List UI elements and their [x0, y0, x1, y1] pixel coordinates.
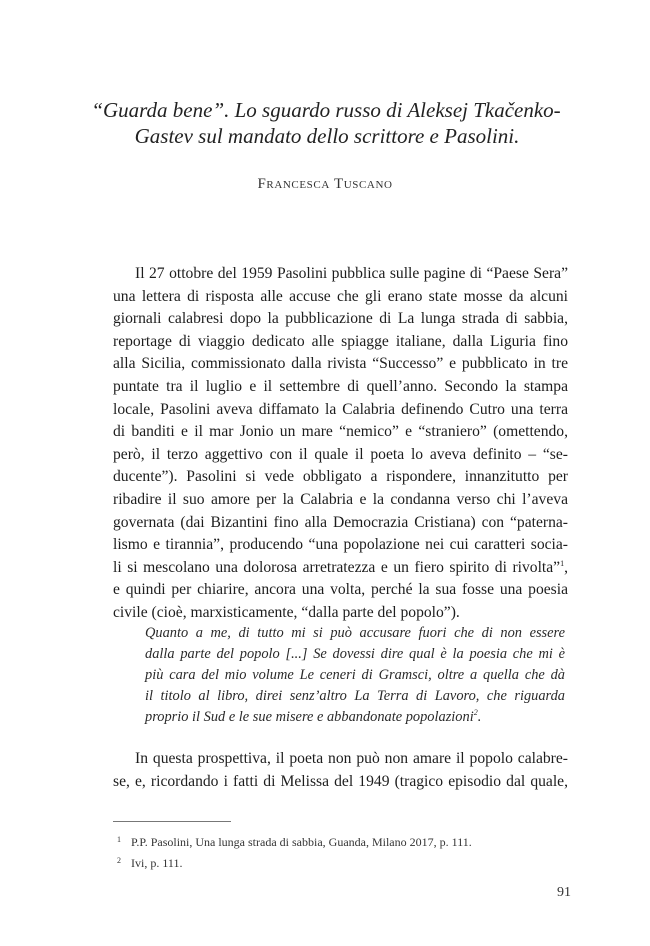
text-line: In questa prospettiva, il poeta non può non amare il popolo calabre- — [135, 750, 568, 767]
block-quote — [145, 623, 565, 728]
text-line: civile (cioè, marxisticamente, “dalla parte del popolo”). — [113, 603, 460, 621]
quote-line: Quanto a me, di tutto mi si può accusare fuori che di non essere — [145, 625, 565, 641]
author-name: Francesca Tuscano — [257, 176, 393, 192]
text-segment: proprio il Sud e le sue misere e abbandonate popolazioni — [145, 709, 474, 725]
text-line: governata (dai Bizantini fino alla Democrazia Cristiana) con “paterna- — [113, 513, 568, 531]
footnote-ref-1[interactable]: 1 — [560, 558, 565, 568]
text-line: reportage di viaggio dedicato alle spiagge italiane, dalla Liguria fino — [113, 332, 568, 350]
footnote-ref-2[interactable]: 2 — [473, 708, 478, 717]
text-line: se, e, ricordando i fatti di Melissa del 1949 (tragico episodio dal quale, — [113, 772, 568, 790]
text-line: e quindi per chiarire, ancora una volta, perché la sua fosse una poesia — [113, 581, 568, 599]
text-line: ribadire il suo amore per la Calabria e la condanna verso chi l’aveva — [113, 490, 568, 508]
text-line: di banditi e il mar Jonio un mare “nemico” e “straniero” (omettendo, — [113, 423, 568, 441]
quote-line: più cara del mio volume Le ceneri di Gramsci, oltre a quella che dà — [145, 667, 565, 683]
paragraph-2 — [113, 748, 568, 793]
quote-line-with-ref: proprio il Sud e le sue misere e abbandonate popolazioni$^2$. — [145, 708, 482, 725]
article-title — [0, 97, 650, 149]
quote-line: dalla parte del popolo [...] Se dovessi dire qual è la poesia che mi è — [145, 646, 565, 662]
title-line-1: “Guarda bene”. Lo sguardo russo di Aleksej Tkačenko- — [91, 98, 561, 122]
text-line: una lettera di risposta alle accuse che gli erano state mosse da alcuni — [113, 287, 568, 305]
text-line: giornali calabresi dopo la pubblicazione di La lunga strada di sabbia, — [113, 310, 568, 328]
text-line: lismo e tirannia”, producendo “una popolazione nei cui caratteri socia- — [113, 536, 568, 554]
text-line: puntate tra il luglio e il settembre di quell’anno. Secondo la stampa — [113, 377, 568, 395]
title-line-2: Gastev sul mandato dello scrittore e Pasolini. — [134, 124, 520, 148]
footnote-text: Ivi, p. 111. — [131, 856, 183, 870]
text-line: però, il terzo aggettivo con il quale il poeta lo aveva definito – “se- — [113, 445, 568, 463]
page-number: 91 — [557, 885, 571, 900]
footnote-number: 1 — [117, 835, 121, 844]
text-line: ducente”). Pasolini si vede obbligato a rispondere, innanzitutto per — [113, 468, 568, 486]
footnote-text: P.P. Pasolini, Una lunga strada di sabbia, Guanda, Milano 2017, p. 111. — [131, 835, 472, 849]
footnote-divider — [113, 821, 231, 822]
text-segment: li si mescolano una dolorosa arretratezza e un fiero spirito di rivolta” — [113, 558, 561, 576]
text-line: locale, Pasolini aveva diffamato la Calabria definendo Cutro una terra — [113, 400, 568, 418]
text-line-with-ref: li si mescolano una dolorosa arretratezza e un fiero spirito di rivolta”$^1$, — [113, 558, 568, 576]
text-line: alla Sicilia, commissionato dalla rivista “Successo” e pubblicato in tre — [113, 355, 568, 373]
quote-line: il titolo al libro, direi senz’altro La Terra di Lavoro, che riguarda — [145, 688, 565, 704]
footnote-1 — [113, 832, 573, 853]
text-line: Il 27 ottobre del 1959 Pasolini pubblica sulle pagine di “Paese Sera” — [135, 265, 568, 282]
paragraph-1 — [113, 263, 568, 625]
footnote-number: 2 — [117, 856, 121, 865]
footnotes — [113, 832, 573, 874]
footnote-2 — [113, 853, 573, 874]
